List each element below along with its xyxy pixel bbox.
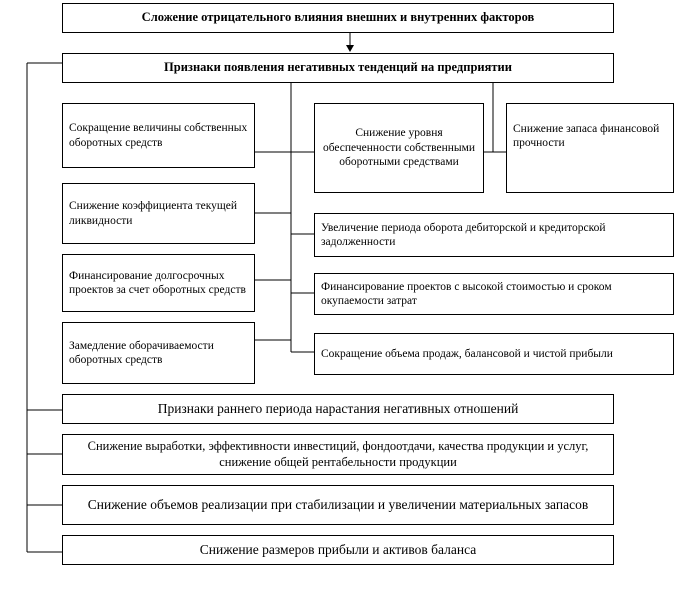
bottom-box-3-label: Снижение объемов реализации при стабилизации и увеличении материальных запасов [87,496,589,512]
right-box-3-label: Сокращение объема продаж, балансовой и чистой прибыли [321,347,613,360]
bottom-box-2-label: Снижение выработки, эффективности инвестиций, фондоотдачи, качества продукции и услуг, снижение общей рентабельности продукции [87,438,589,469]
right-box-2 [314,273,674,315]
bottom-box-2 [62,434,614,475]
bottom-box-3 [62,485,614,525]
left-box-4-label: Замедление оборачиваемости оборотных средств [69,339,214,366]
right-box-2-label: Финансирование проектов с высокой стоимостью и сроком окупаемости затрат [321,280,612,307]
negative-signs-box [62,53,614,83]
right-top-label: Снижение запаса финансовой прочности [513,123,660,150]
top-factors-label: Сложение отрицательного влияния внешних и внутренних факторов [141,10,535,25]
left-box-3 [62,254,255,312]
right-top-box [506,103,674,193]
left-box-3-label: Финансирование долгосрочных проектов за счет оборотных средств [69,269,246,296]
left-box-4 [62,322,255,384]
bottom-box-4-label: Снижение размеров прибыли и активов баланса [199,541,477,557]
left-box-1-label: Сокращение величины собственных оборотных средств [69,122,248,149]
bottom-box-1 [62,394,614,424]
center-top-box [314,103,484,193]
negative-signs-label: Признаки появления негативных тенденций на предприятии [164,60,512,75]
left-box-1 [62,103,255,168]
right-box-1 [314,213,674,257]
center-top-label: Снижение уровня обеспеченности собственными оборотными средствами [322,127,476,169]
top-factors-box [62,3,614,33]
right-box-1-label: Увеличение периода оборота дебиторской и кредиторской задолженности [321,221,606,248]
left-box-2-label: Снижение коэффициента текущей ликвидности [69,200,238,227]
left-box-2 [62,183,255,244]
bottom-box-1-label: Признаки раннего периода нарастания негативных отношений [157,400,519,416]
bottom-box-4 [62,535,614,565]
right-box-3 [314,333,674,375]
